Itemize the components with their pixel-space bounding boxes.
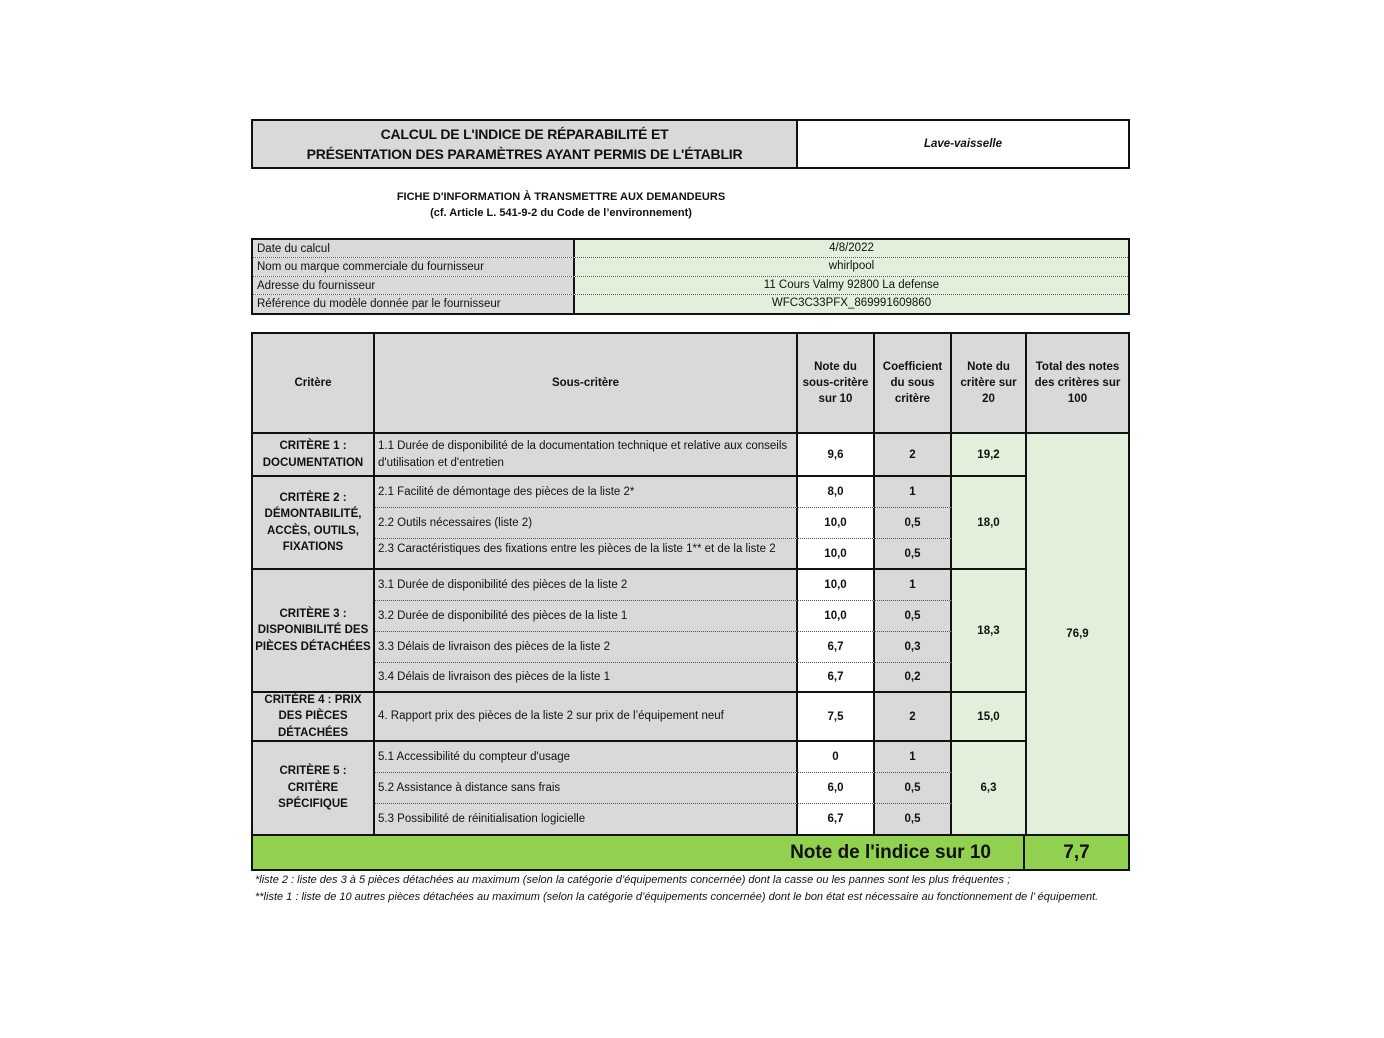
coef-1-1: 2 — [875, 434, 952, 477]
coef-2-2: 0,5 — [875, 508, 952, 539]
note-1-1: 9,6 — [798, 434, 875, 477]
coef-2-1: 1 — [875, 477, 952, 508]
subcriterion-2-3: 2.3 Caractéristiques des fixations entre les pièces de la liste 1** et de la liste 2 — [375, 539, 798, 570]
criterion-1-score: 19,2 — [952, 434, 1027, 477]
final-score-value: 7,7 — [1063, 842, 1090, 863]
criterion-2-score: 18,0 — [952, 477, 1027, 570]
note-3-4: 6,7 — [798, 663, 875, 693]
note-3-3: 6,7 — [798, 632, 875, 663]
subcriterion-1-1: 1.1 Durée de disponibilité de la documentation technique et relative aux conseils d'utilisation et d'entretien — [375, 434, 798, 477]
coef-4: 2 — [875, 693, 952, 742]
subcriterion-3-1: 3.1 Durée de disponibilité des pièces de la liste 2 — [375, 570, 798, 601]
title-line-2: PRÉSENTATION DES PARAMÈTRES AYANT PERMIS DE L'ÉTABLIR — [306, 146, 743, 162]
info-row-address — [253, 277, 1128, 295]
note-5-1: 0 — [798, 742, 875, 773]
info-value: 11 Cours Valmy 92800 La defense — [575, 277, 1128, 294]
total-score-100: 76,9 — [1027, 434, 1128, 834]
note-5-2: 6,0 — [798, 773, 875, 804]
footnotes — [255, 872, 1130, 905]
coef-5-1: 1 — [875, 742, 952, 773]
header-note-sous-critere: Note du sous-critère sur 10 — [798, 334, 875, 434]
criterion-5-label: CRITÈRE 5 : CRITÈRE SPÉCIFIQUE — [253, 742, 375, 834]
info-value: whirlpool — [575, 258, 1128, 275]
subcriterion-2-1: 2.1 Facilité de démontage des pièces de la liste 2* — [375, 477, 798, 508]
subtitle — [251, 189, 871, 221]
document-title — [253, 121, 798, 167]
info-row-reference — [253, 295, 1128, 313]
title-block — [251, 119, 1130, 169]
title-line-1: CALCUL DE L'INDICE DE RÉPARABILITÉ ET — [380, 126, 669, 142]
info-value: 4/8/2022 — [575, 240, 1128, 257]
note-2-3: 10,0 — [798, 539, 875, 570]
coef-3-1: 1 — [875, 570, 952, 601]
final-score-label: Note de l'indice sur 10 — [253, 836, 1025, 869]
footnote-liste-1: **liste 1 : liste de 10 autres pièces détachées au maximum (selon la catégorie d’équipements concernée) dont le bon état est nécessaire au fonctionnement de l’ équipement. — [255, 890, 1099, 903]
criterion-4-label: CRITÈRE 4 : PRIX DES PIÈCES DÉTACHÉES — [253, 693, 375, 742]
header-critere: Critère — [253, 334, 375, 434]
note-2-1: 8,0 — [798, 477, 875, 508]
note-3-2: 10,0 — [798, 601, 875, 632]
info-label: Adresse du fournisseur — [253, 277, 575, 294]
subcriterion-3-3: 3.3 Délais de livraison des pièces de la liste 2 — [375, 632, 798, 663]
subcriterion-5-1: 5.1 Accessibilité du compteur d'usage — [375, 742, 798, 773]
subtitle-line-2: (cf. Article L. 541-9-2 du Code de l’environnement) — [430, 207, 692, 219]
supplier-info-table — [251, 238, 1130, 315]
info-label: Référence du modèle donnée par le fournisseur — [253, 295, 575, 313]
note-4: 7,5 — [798, 693, 875, 742]
coef-3-3: 0,3 — [875, 632, 952, 663]
criterion-4-score: 15,0 — [952, 693, 1027, 742]
coef-3-2: 0,5 — [875, 601, 952, 632]
subcriterion-3-2: 3.2 Durée de disponibilité des pièces de la liste 1 — [375, 601, 798, 632]
criterion-5-score: 6,3 — [952, 742, 1027, 834]
subcriterion-5-2: 5.2 Assistance à distance sans frais — [375, 773, 798, 804]
footnote-liste-2: *liste 2 : liste des 3 à 5 pièces détachées au maximum (selon la catégorie d’équipements concernée) dont la casse ou les pannes sont les plus fréquentes ; — [255, 874, 1011, 886]
info-row-brand — [253, 258, 1128, 276]
note-3-1: 10,0 — [798, 570, 875, 601]
info-value: WFC3C33PFX_869991609860 — [575, 295, 1128, 313]
note-2-2: 10,0 — [798, 508, 875, 539]
info-label: Nom ou marque commerciale du fournisseur — [253, 258, 575, 275]
criterion-1-label: CRITÈRE 1 : DOCUMENTATION — [253, 434, 375, 477]
criterion-3-label: CRITÈRE 3 : DISPONIBILITÉ DES PIÈCES DÉTACHÉES — [253, 570, 375, 693]
subcriterion-5-3: 5.3 Possibilité de réinitialisation logicielle — [375, 804, 798, 834]
header-coefficient: Coefficient du sous critère — [875, 334, 952, 434]
subtitle-line-1: FICHE D'INFORMATION À TRANSMETTRE AUX DEMANDEURS — [396, 191, 726, 203]
coef-5-2: 0,5 — [875, 773, 952, 804]
info-row-date — [253, 240, 1128, 258]
final-score-bar — [253, 834, 1128, 869]
coef-2-3: 0,5 — [875, 539, 952, 570]
repairability-table — [251, 332, 1130, 871]
header-total: Total des notes des critères sur 100 — [1027, 334, 1128, 434]
subcriterion-2-2: 2.2 Outils nécessaires (liste 2) — [375, 508, 798, 539]
header-note-critere: Note du critère sur 20 — [952, 334, 1027, 434]
subcriterion-3-4: 3.4 Délais de livraison des pièces de la liste 1 — [375, 663, 798, 693]
criterion-2-label: CRITÈRE 2 : DÉMONTABILITÉ, ACCÈS, OUTILS, FIXATIONS — [253, 477, 375, 570]
coef-3-4: 0,2 — [875, 663, 952, 693]
info-label: Date du calcul — [253, 240, 575, 257]
criterion-3-score: 18,3 — [952, 570, 1027, 693]
subcriterion-4: 4. Rapport prix des pièces de la liste 2 sur prix de l’équipement neuf — [375, 693, 798, 742]
header-sous-critere: Sous-critère — [375, 334, 798, 434]
coef-5-3: 0,5 — [875, 804, 952, 834]
note-5-3: 6,7 — [798, 804, 875, 834]
product-category: Lave-vaisselle — [923, 138, 1002, 150]
